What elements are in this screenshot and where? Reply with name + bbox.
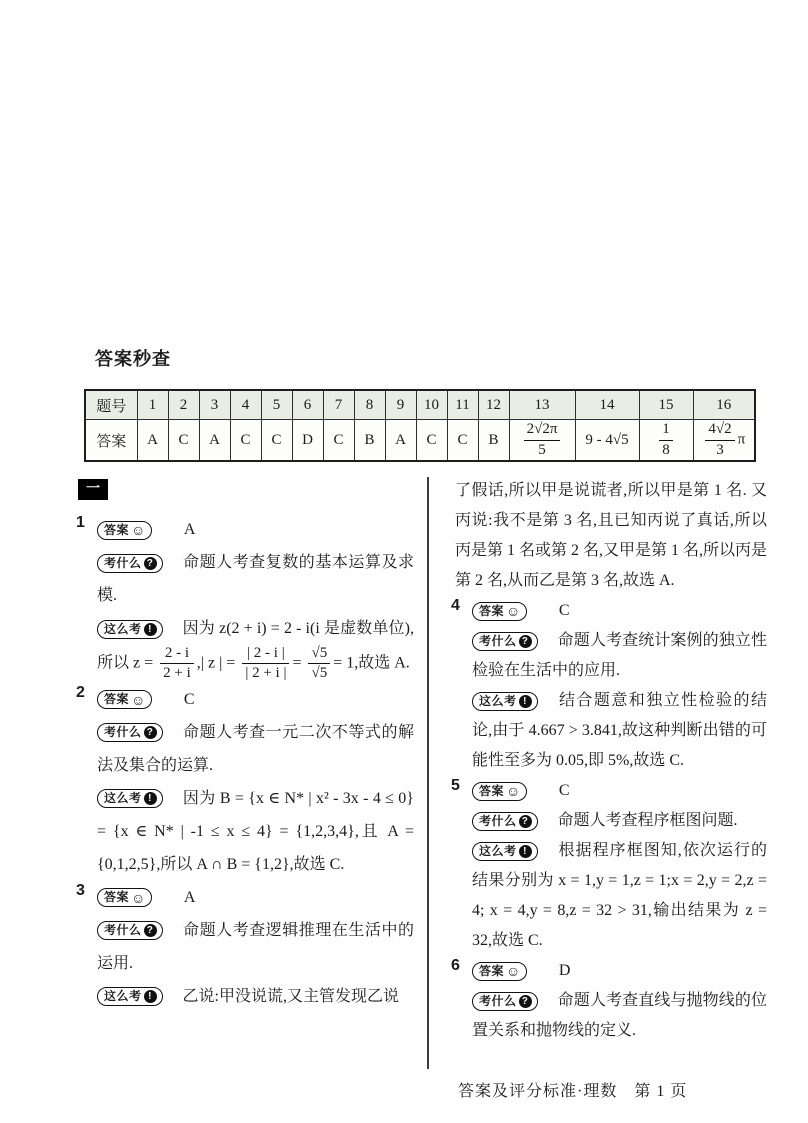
how-badge-label: 这么考 bbox=[479, 694, 517, 709]
answer-cell: A bbox=[137, 420, 168, 462]
what-badge-label: 考什么 bbox=[104, 923, 142, 938]
what-paragraph bbox=[472, 626, 767, 686]
question-icon: ? bbox=[144, 557, 157, 570]
how-badge bbox=[472, 692, 538, 711]
smiley-icon: ☺ bbox=[131, 522, 146, 539]
qnum-cell: 15 bbox=[639, 390, 693, 420]
answer-badge bbox=[97, 888, 152, 907]
how-badge-label: 这么考 bbox=[104, 791, 142, 806]
smiley-icon: ☺ bbox=[131, 889, 146, 906]
qnum-cell: 2 bbox=[168, 390, 199, 420]
what-badge bbox=[472, 812, 538, 831]
how-paragraph bbox=[97, 612, 414, 683]
how-paragraph bbox=[97, 782, 414, 881]
how-paragraph bbox=[472, 836, 767, 956]
question-icon: ? bbox=[144, 924, 157, 937]
what-text: 命题人考查复数的基本运算及求模. bbox=[97, 554, 414, 604]
qnum-cell: 7 bbox=[323, 390, 354, 420]
how-badge bbox=[97, 987, 163, 1006]
qnum-cell: 12 bbox=[478, 390, 509, 420]
what-paragraph bbox=[97, 716, 414, 782]
what-text: 命题人考查直线与抛物线的位置关系和抛物线的定义. bbox=[472, 992, 767, 1039]
solution-item-2 bbox=[76, 683, 414, 881]
answer-table bbox=[84, 389, 756, 462]
qnum-cell: 10 bbox=[416, 390, 447, 420]
what-badge bbox=[97, 723, 163, 742]
what-text: 命题人考查统计案例的独立性检验在生活中的应用. bbox=[472, 632, 767, 679]
answer-letter: C bbox=[183, 690, 195, 708]
how-text-segment: 因为 z(2 + i) = 2 - i(i 是虚数单位),所以 z = bbox=[97, 620, 414, 672]
fraction-answer-13: $\frac{2√2\pi}{5}$ bbox=[524, 421, 561, 459]
smiley-icon: ☺ bbox=[506, 783, 521, 800]
how-badge bbox=[97, 789, 163, 808]
what-paragraph bbox=[472, 986, 767, 1046]
what-paragraph bbox=[97, 546, 414, 612]
how-text: 因为 B = {x ∈ N* | x² - 3x - 4 ≤ 0} = {x ∈ N* | -1 ≤ x ≤ 4} = {1,2,3,4},且 A = {0,1,2,5},所以 A ∩ B = {1,2},故选 C. bbox=[97, 789, 414, 873]
how-text: 乙说:甲没说谎,又主管发现乙说 bbox=[182, 987, 399, 1005]
answer-cell: C bbox=[416, 420, 447, 462]
section-marker: 一 bbox=[78, 479, 108, 500]
table-answer-row bbox=[85, 420, 755, 462]
qnum-cell: 8 bbox=[354, 390, 385, 420]
what-badge bbox=[97, 921, 163, 940]
qnum-label-cell: 题号 bbox=[85, 390, 137, 420]
question-number: 4 bbox=[451, 597, 460, 614]
column-divider bbox=[427, 477, 429, 1069]
answer-cell: B bbox=[354, 420, 385, 462]
answer-badge bbox=[97, 690, 152, 709]
qnum-cell: 6 bbox=[292, 390, 323, 420]
smiley-icon: ☺ bbox=[506, 963, 521, 980]
qnum-cell: 11 bbox=[447, 390, 478, 420]
what-text: 命题人考查逻辑推理在生活中的运用. bbox=[97, 921, 414, 972]
answer-badge-label: 答案 bbox=[104, 890, 130, 905]
fraction-answer-16: $\frac{4√2}{3}$ bbox=[705, 421, 734, 459]
question-icon: ? bbox=[519, 995, 532, 1008]
left-column bbox=[76, 513, 414, 1013]
answer-badge-label: 答案 bbox=[479, 784, 505, 799]
answer-badge-label: 答案 bbox=[479, 604, 505, 619]
how-badge-label: 这么考 bbox=[479, 844, 517, 859]
question-icon: ? bbox=[144, 726, 157, 739]
how-text-segment: = 1,故选 A. bbox=[333, 654, 410, 672]
what-badge bbox=[472, 992, 538, 1011]
qnum-cell: 14 bbox=[575, 390, 639, 420]
question-number: 2 bbox=[76, 683, 85, 701]
answer-label-cell: 答案 bbox=[85, 420, 137, 462]
solution-item-1 bbox=[76, 513, 414, 683]
what-badge-label: 考什么 bbox=[479, 634, 517, 649]
qnum-cell: 9 bbox=[385, 390, 416, 420]
qnum-cell: 1 bbox=[137, 390, 168, 420]
answer-cell: D bbox=[292, 420, 323, 462]
answer-line bbox=[472, 776, 767, 806]
how-text: 根据程序框图知,依次运行的结果分别为 x = 1,y = 1,z = 1;x = 2,y = 2,z = 4; x = 4,y = 8,z = 32 > 31,输出结果为 z = 32,故选 C. bbox=[472, 842, 767, 949]
qnum-cell: 3 bbox=[199, 390, 230, 420]
answer-badge-label: 答案 bbox=[104, 522, 130, 537]
fraction: $\frac{2 - i}{2 + i}$ bbox=[160, 645, 194, 683]
solution-item-6 bbox=[451, 956, 767, 1046]
answer-line bbox=[97, 881, 414, 914]
answer-line bbox=[97, 513, 414, 546]
what-badge-label: 考什么 bbox=[104, 725, 142, 740]
exclaim-icon: ! bbox=[519, 845, 532, 858]
how-paragraph bbox=[472, 686, 767, 776]
answer-badge-label: 答案 bbox=[479, 964, 505, 979]
answer-badge bbox=[472, 962, 527, 981]
answer-letter: A bbox=[183, 888, 196, 906]
answer-cell: C bbox=[261, 420, 292, 462]
answer-line bbox=[472, 956, 767, 986]
how-badge-label: 这么考 bbox=[104, 989, 142, 1004]
solution-item-4 bbox=[451, 596, 767, 776]
page-title: 答案秒查 bbox=[95, 349, 171, 369]
exclaim-icon: ! bbox=[144, 990, 157, 1003]
answer-letter: C bbox=[558, 602, 570, 619]
how-paragraph bbox=[97, 980, 414, 1013]
answer-cell: C bbox=[230, 420, 261, 462]
answer-letter: A bbox=[183, 521, 196, 538]
answer-badge bbox=[97, 521, 152, 540]
answer-badge bbox=[472, 602, 527, 621]
answer-cell: B bbox=[478, 420, 509, 462]
question-number: 5 bbox=[451, 777, 460, 794]
fraction: $\frac{√5}{√5}$ bbox=[308, 645, 330, 683]
qnum-cell: 13 bbox=[509, 390, 575, 420]
exclaim-icon: ! bbox=[144, 792, 157, 805]
qnum-cell: 5 bbox=[261, 390, 292, 420]
answer-cell bbox=[693, 420, 755, 462]
how-text: 结合题意和独立性检验的结论,由于 4.667 > 3.841,故这种判断出错的可能性至多为 0.05,即 5%,故选 C. bbox=[472, 692, 767, 769]
how-badge bbox=[97, 620, 163, 639]
what-badge-label: 考什么 bbox=[104, 555, 142, 570]
table-header-row bbox=[85, 390, 755, 420]
answer-cell bbox=[639, 420, 693, 462]
answer-cell: C bbox=[168, 420, 199, 462]
question-icon: ? bbox=[519, 815, 532, 828]
fraction-answer-15: $\frac{1}{8}$ bbox=[659, 421, 673, 459]
continuation-paragraph: 了假话,所以甲是说谎者,所以甲是第 1 名. 又丙说:我不是第 3 名,且已知丙说了真话,所以丙是第 1 名或第 2 名,又甲是第 1 名,所以丙是第 2 名,从而乙是第 3 名,故选 A. bbox=[455, 482, 768, 589]
answer-letter: C bbox=[558, 782, 570, 799]
exclaim-icon: ! bbox=[519, 695, 532, 708]
solution-item-5 bbox=[451, 776, 767, 956]
question-number: 1 bbox=[76, 514, 85, 531]
fraction: $\frac{| 2 - i |}{| 2 + i |}$ bbox=[242, 645, 289, 683]
smiley-icon: ☺ bbox=[131, 691, 146, 708]
how-badge-label: 这么考 bbox=[104, 621, 142, 636]
how-badge bbox=[472, 842, 538, 861]
answer-cell: A bbox=[385, 420, 416, 462]
answer-line bbox=[97, 683, 414, 716]
question-icon: ? bbox=[519, 635, 532, 648]
how-text-segment: ,| z | = bbox=[196, 654, 236, 672]
qnum-cell: 16 bbox=[693, 390, 755, 420]
question-number: 3 bbox=[76, 881, 85, 899]
what-text: 命题人考查一元二次不等式的解法及集合的运算. bbox=[97, 723, 414, 774]
how-text-segment: = bbox=[292, 654, 302, 672]
what-badge bbox=[97, 554, 163, 573]
qnum-cell: 4 bbox=[230, 390, 261, 420]
right-column bbox=[451, 476, 768, 1046]
what-badge bbox=[472, 632, 538, 651]
answer-badge-label: 答案 bbox=[104, 692, 130, 707]
question-number: 6 bbox=[451, 957, 460, 974]
what-badge-label: 考什么 bbox=[479, 814, 517, 829]
answer-cell: C bbox=[447, 420, 478, 462]
answer-cell bbox=[509, 420, 575, 462]
answer-cell: 9 - 4√5 bbox=[575, 420, 639, 462]
solution-item-3 bbox=[76, 881, 414, 1013]
answer-line bbox=[472, 596, 767, 626]
answer-letter: D bbox=[558, 962, 571, 979]
pi-suffix: π bbox=[737, 431, 746, 448]
answer-cell: C bbox=[323, 420, 354, 462]
page-footer: 答案及评分标准·理数 第 1 页 bbox=[458, 1083, 688, 1100]
what-paragraph bbox=[472, 806, 767, 836]
what-badge-label: 考什么 bbox=[479, 994, 517, 1009]
what-paragraph bbox=[97, 914, 414, 980]
exclaim-icon: ! bbox=[144, 623, 157, 636]
answer-cell: A bbox=[199, 420, 230, 462]
answer-badge bbox=[472, 782, 527, 801]
smiley-icon: ☺ bbox=[506, 603, 521, 620]
what-text: 命题人考查程序框图问题. bbox=[557, 812, 738, 829]
